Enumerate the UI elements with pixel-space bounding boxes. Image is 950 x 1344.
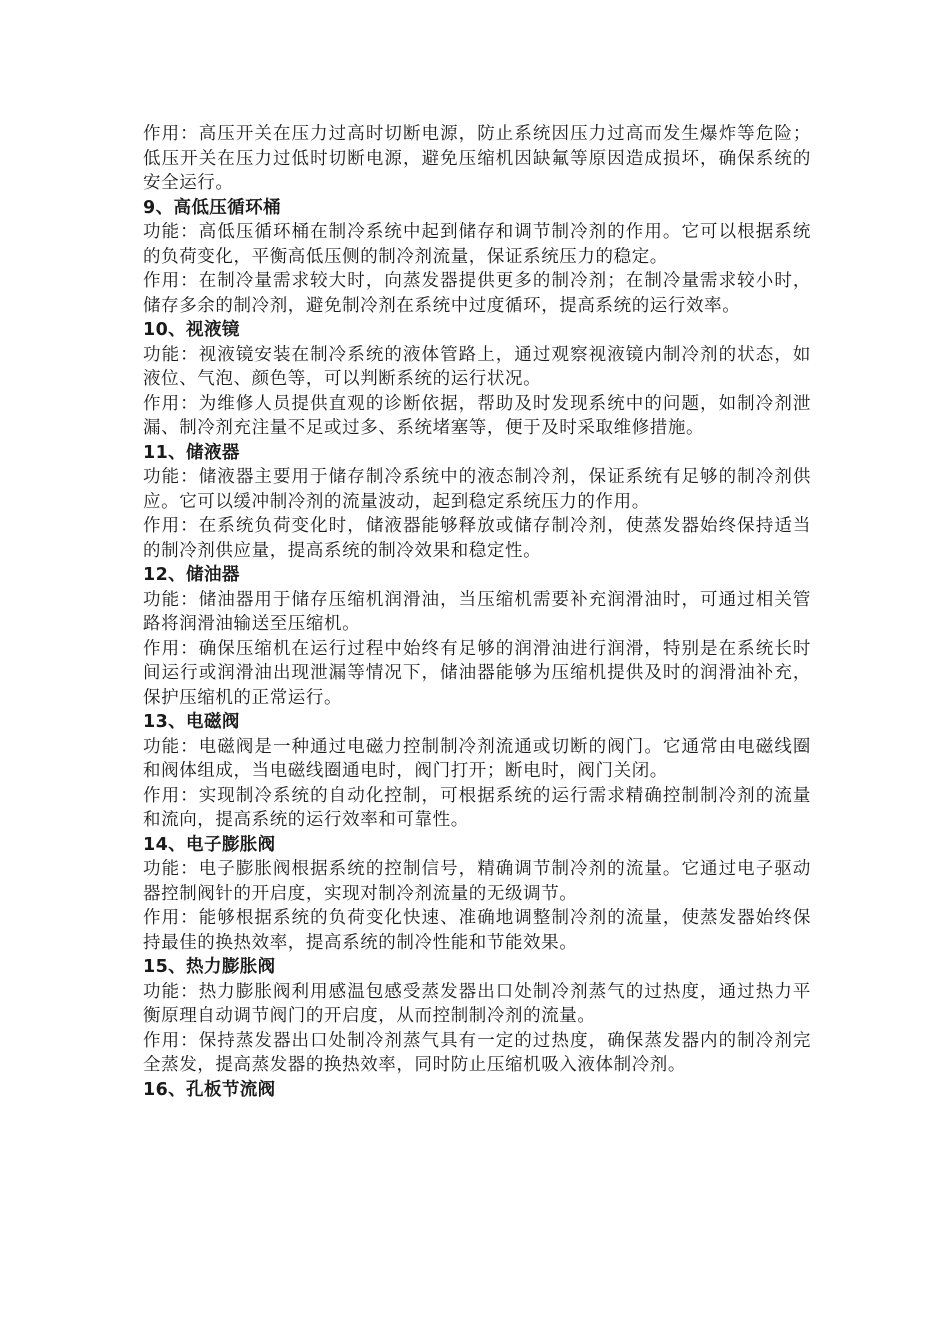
paragraph: 功能：视液镜安装在制冷系统的液体管路上，通过观察视液镜内制冷剂的状态，如液位、气泡、颜色等，可以判断系统的运行状况。 — [143, 344, 811, 389]
paragraph: 作用：在制冷量需求较大时，向蒸发器提供更多的制冷剂；在制冷量需求较小时，储存多余的制冷剂，避免制冷剂在系统中过度循环，提高系统的运行效率。 — [143, 271, 811, 316]
paragraph: 作用：保持蒸发器出口处制冷剂蒸气具有一定的过热度，确保蒸发器内的制冷剂完全蒸发，提高蒸发器的换热效率，同时防止压缩机吸入液体制冷剂。 — [143, 1030, 811, 1075]
section-heading: 15、热力膨胀阀 — [143, 957, 276, 977]
section-heading: 13、电磁阀 — [143, 712, 240, 732]
paragraph: 作用：能够根据系统的负荷变化快速、准确地调整制冷剂的流量，使蒸发器始终保持最佳的换热效率，提高系统的制冷性能和节能效果。 — [143, 908, 811, 953]
section-heading: 16、孔板节流阀 — [143, 1079, 276, 1100]
paragraph: 功能：热力膨胀阀利用感温包感受蒸发器出口处制冷剂蒸气的过热度，通过热力平衡原理自动调节阀门的开启度，从而控制制冷剂的流量。 — [143, 981, 811, 1026]
paragraph: 作用：高压开关在压力过高时切断电源，防止系统因压力过高而发生爆炸等危险；低压开关在压力过低时切断电源，避免压缩机因缺氟等原因造成损坏，确保系统的安全运行。 — [143, 124, 811, 193]
paragraph: 作用：在系统负荷变化时，储液器能够释放或储存制冷剂，使蒸发器始终保持适当的制冷剂供应量，提高系统的制冷效果和稳定性。 — [143, 516, 811, 561]
section-heading: 11、储液器 — [143, 442, 240, 463]
paragraph: 功能：储油器用于储存压缩机润滑油，当压缩机需要补充润滑油时，可通过相关管路将润滑油输送至压缩机。 — [143, 589, 811, 634]
paragraph: 作用：实现制冷系统的自动化控制，可根据系统的运行需求精确控制制冷剂的流量和流向，提高系统的运行效率和可靠性。 — [143, 785, 811, 830]
document-body — [143, 122, 811, 1102]
section-heading: 9、高低压循环桶 — [143, 197, 281, 218]
paragraph: 功能：储液器主要用于储存制冷系统中的液态制冷剂，保证系统有足够的制冷剂供应。它可以缓冲制冷剂的流量波动，起到稳定系统压力的作用。 — [143, 467, 811, 512]
section-heading: 10、视液镜 — [143, 320, 240, 340]
paragraph: 作用：为维修人员提供直观的诊断依据，帮助及时发现系统中的问题，如制冷剂泄漏、制冷剂充注量不足或过多、系统堵塞等，便于及时采取维修措施。 — [143, 393, 811, 438]
paragraph: 功能：高低压循环桶在制冷系统中起到储存和调节制冷剂的作用。它可以根据系统的负荷变化，平衡高低压侧的制冷剂流量，保证系统压力的稳定。 — [143, 222, 811, 267]
paragraph: 功能：电磁阀是一种通过电磁力控制制冷剂流通或切断的阀门。它通常由电磁线圈和阀体组成，当电磁线圈通电时，阀门打开；断电时，阀门关闭。 — [143, 736, 811, 781]
section-heading: 12、储油器 — [143, 565, 240, 585]
paragraph: 功能：电子膨胀阀根据系统的控制信号，精确调节制冷剂的流量。它通过电子驱动器控制阀针的开启度，实现对制冷剂流量的无级调节。 — [143, 859, 811, 904]
section-heading: 14、电子膨胀阀 — [143, 834, 276, 855]
paragraph: 作用：确保压缩机在运行过程中始终有足够的润滑油进行润滑，特别是在系统长时间运行或润滑油出现泄漏等情况下，储油器能够为压缩机提供及时的润滑油补充，保护压缩机的正常运行。 — [143, 638, 811, 708]
